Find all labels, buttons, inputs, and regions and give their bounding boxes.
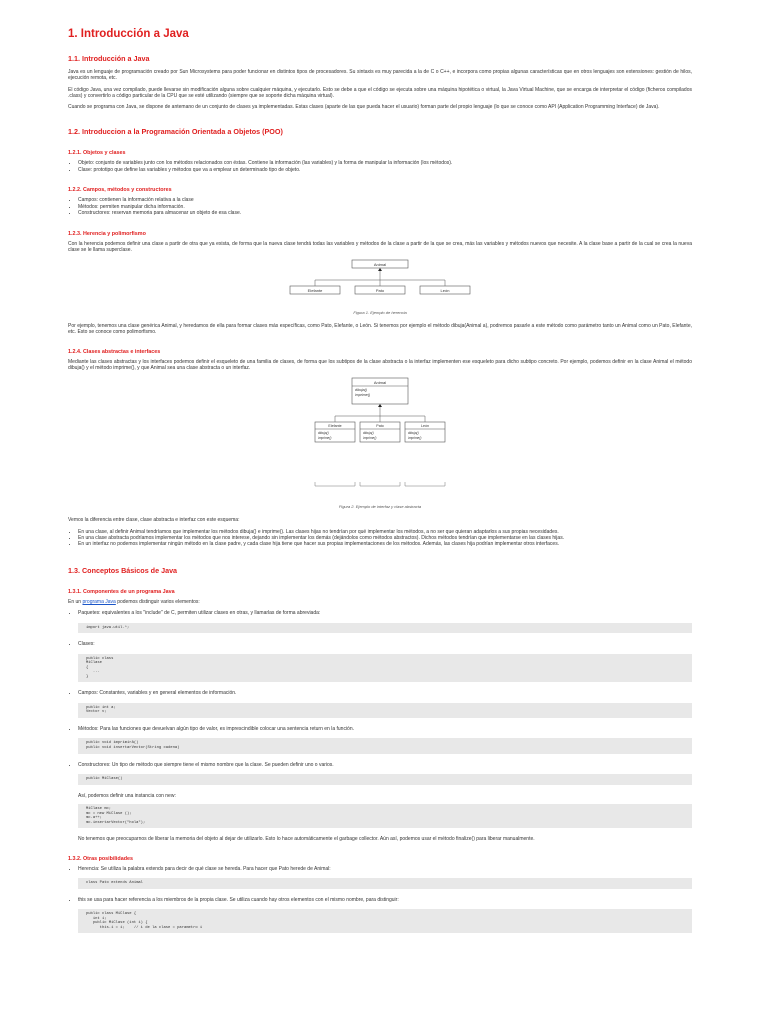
inheritance-arrow	[378, 268, 382, 271]
uml-label-child: León	[421, 424, 429, 429]
programa-java-link[interactable]: programa Java	[82, 598, 116, 605]
code-block: public MiClase()	[78, 774, 692, 785]
list-item: • Constructores: Un tipo de método que siempre tiene el mismo nombre que la clase. Se pueden definir uno o varios.	[78, 762, 692, 768]
list-item: • Campos: Constantes, variables y en general elementos de información.	[78, 690, 692, 696]
bullet-list	[68, 610, 692, 616]
list-item: • Herencia: Se utiliza la palabra extends para decir de qué clase se hereda. Para hacer que Pato herede de Animal:	[78, 866, 692, 872]
bullet-list	[68, 641, 692, 647]
figure-inheritance	[68, 258, 692, 315]
uml-label-child: Pato	[376, 424, 384, 429]
bullet-list	[68, 726, 692, 732]
list-item: • Objeto: conjunto de variables junto con los métodos relacionados con éstas. Contiene la información (las variables) y la forma de manipular la información (los métodos).	[78, 160, 692, 166]
bullet-list	[68, 690, 692, 696]
paragraph: Vemos la diferencia entre clase, clase abstracta e interfaz con este esquema:	[68, 517, 240, 524]
code-block: MiClase mc; mc = new MiClase (); mc.a++; mc.insertarVector("hola");	[78, 804, 692, 828]
paragraph: Cuando se programa con Java, se dispone de antemano de un conjunto de clases ya implementadas. Estas clases (aparte de las que pueda hacer el usuario) forman parte del propio lenguaje (lo que se conoce como API (Application Programming Interface) de Java).	[68, 104, 660, 111]
uml-method: imprime()	[363, 436, 377, 441]
uml-method: dibuja()	[318, 431, 329, 436]
list-item: • En una clase abstracta podríamos implementar los métodos que nos interese, dejando sin implementar los demás (dejándolos como métodos abstractos). Dichos métodos tendrían que implementarse en las clases hijas.	[78, 535, 692, 541]
bullet-list	[68, 529, 692, 548]
section-heading-1-1: 1.1. Introducción a Java	[68, 54, 150, 63]
list-item: • En un interfaz no podemos implementar ningún método en la clase padre, y cada clase hija tiene que hacer sus propias implementaciones de los métodos. Además, las clases hija podrían implementar otros interfaces.	[78, 541, 692, 547]
code-block: class Pato extends Animal	[78, 878, 692, 889]
bullet-list	[68, 197, 692, 216]
interface-diagram	[280, 376, 480, 496]
uml-label-child: Elefante	[328, 424, 342, 429]
paragraph: Así, podemos definir una instancia con new:	[78, 792, 176, 799]
list-item: • Constructores: reservan memoria para almacenar un objeto de esa clase.	[78, 210, 692, 216]
paragraph: Con la herencia podemos definir una clase a partir de otra que ya exista, de forma que la nueva clase tendrá todas las variables y métodos de la clase a partir de la que se crea, más las variables y métodos nuevos que necesite. A la clase base a partir de la cual se crea la nueva clase se le llama superclase.	[68, 240, 692, 253]
uml-method: imprime()	[318, 436, 332, 441]
uml-label-child: Pato	[375, 288, 385, 294]
code-block: public void imprimirA() public void insertarVector(String cadena)	[78, 738, 692, 753]
list-item: • Métodos: permiten manipular dicha información.	[78, 204, 692, 210]
inheritance-arrow	[378, 404, 382, 407]
list-item: • this se usa para hacer referencia a los miembros de la propia clase. Se utiliza cuando hay otros elementos con el mismo nombre, para distinguir:	[78, 897, 692, 903]
bullet-list	[68, 866, 692, 872]
list-item: • En una clase, al definir Animal tendríamos que implementar los métodos dibuja() e imprime(). Las clases hijas no tendrían por qué implementar los métodos, a no ser que quieran adaptarlos a sus propias necesidades.	[78, 529, 692, 535]
bullet-list	[68, 897, 692, 903]
uml-method: dibuja()	[363, 431, 374, 436]
subsection-heading-1-2-1: 1.2.1. Objetos y clases	[68, 150, 126, 157]
code-block: import java.util.*;	[78, 623, 692, 634]
list-item: • Campos: contienen la información relativa a la clase	[78, 197, 692, 203]
paragraph: El código Java, una vez compilado, puede llevarse sin modificación alguna sobre cualquier máquina, y ejecutarlo. Esto se debe a que el código se ejecuta sobre una máquina hipotética o virtual, la Java Virtual Machine, que se encarga de interpretar el código (ficheros compilados .class) y convertirlo a código particular de la CPU que se esté utilizando (siempre que se soporte dicha máquina virtual).	[68, 86, 692, 99]
list-item: • Clase: prototipo que define las variables y métodos que va a emplear un determinado tipo de objeto.	[78, 167, 692, 173]
figure-interface	[68, 376, 692, 509]
document-body	[68, 22, 692, 941]
figure-caption: Figura 2. Ejemplo de interfaz y clase abstracta	[338, 504, 422, 510]
paragraph: Mediante las clases abstractas y los interfaces podemos definir el esqueleto de una familia de clases, de forma que los subtipos de la clase abstracta o la interfaz implementen ese esqueleto para dicho subtipo concreto. Por ejemplo, podemos definir en la clase Animal el método dibuja() y el método imprime(), y que Animal sea una clase abstracta o un interfaz.	[68, 358, 692, 371]
code-block: public int a; Vector v;	[78, 703, 692, 718]
paragraph: En un programa Java podemos distinguir varios elementos:	[68, 598, 200, 605]
list-item: • Paquetes: equivalentes a los "include" de C, permiten utilizar clases en otras, y llamarlas de forma abreviada:	[78, 610, 692, 616]
bullet-list	[68, 762, 692, 768]
inheritance-diagram	[280, 258, 480, 302]
list-item: • Clases:	[78, 641, 692, 647]
uml-label-child: Elefante	[307, 288, 323, 294]
code-block: public class MiClase { ... }	[78, 654, 692, 683]
paragraph: No tenemos que preocuparnos de liberar la memoria del objeto al dejar de utilizarlo. Esto lo hace automáticamente el garbage collector. Aún así, podemos usar el método finalize() para liberar manualmente.	[78, 836, 535, 843]
section-heading-1-3: 1.3. Conceptos Básicos de Java	[68, 565, 178, 575]
paragraph: Java es un lenguaje de programación creado por Sun Microsystems para poder funcionar en distintos tipos de procesadores. Su sintaxis es muy parecida a la de C o C++, e incorpora como propias algunas características que en otros lenguajes son extensiones: gestión de hilos, ejecución remota, etc.	[68, 69, 692, 82]
uml-label-child: León	[440, 288, 450, 294]
code-block: public class MiClase { int i; public MiClase (int i) { this.i = i; // i de la clase = parametro i	[78, 909, 692, 933]
subsection-heading-1-2-3: 1.2.3. Herencia y polimorfismo	[68, 230, 146, 237]
uml-label-parent: Animal	[373, 262, 387, 268]
subsection-heading-1-3-1: 1.3.1. Componentes de un programa Java	[68, 588, 175, 595]
uml-method: dibuja()	[355, 388, 367, 393]
uml-label-parent: Animal	[373, 380, 387, 386]
bullet-list	[68, 160, 692, 173]
uml-method: imprime()	[408, 436, 422, 441]
list-item: • Métodos: Para las funciones que devuelvan algún tipo de valor, es imprescindible colocar una sentencia return en la función.	[78, 726, 692, 732]
page-title: 1. Introducción a Java	[68, 28, 189, 40]
subsection-heading-1-2-2: 1.2.2. Campos, métodos y constructores	[68, 187, 172, 194]
subsection-heading-1-3-2: 1.3.2. Otras posibilidades	[68, 855, 134, 862]
uml-method: dibuja()	[408, 431, 419, 436]
figure-caption: Figura 1. Ejemplo de herencia	[353, 310, 407, 316]
paragraph: Por ejemplo, tenemos una clase genérica Animal, y heredamos de ella para formar clases más específicas, como Pato, Elefante, o León. Si tenemos por ejemplo el método dibuja(Animal a), podremos pasarle a este método como parámetro tanto un Animal como un Pato, Elefante, etc. Esto se conoce como polimorfismo.	[68, 323, 692, 336]
section-heading-1-2: 1.2. Introduccion a la Programación Orientada a Objetos (POO)	[68, 127, 283, 137]
uml-method: imprime()	[355, 393, 371, 398]
subsection-heading-1-2-4: 1.2.4. Clases abstractas e interfaces	[68, 348, 161, 355]
